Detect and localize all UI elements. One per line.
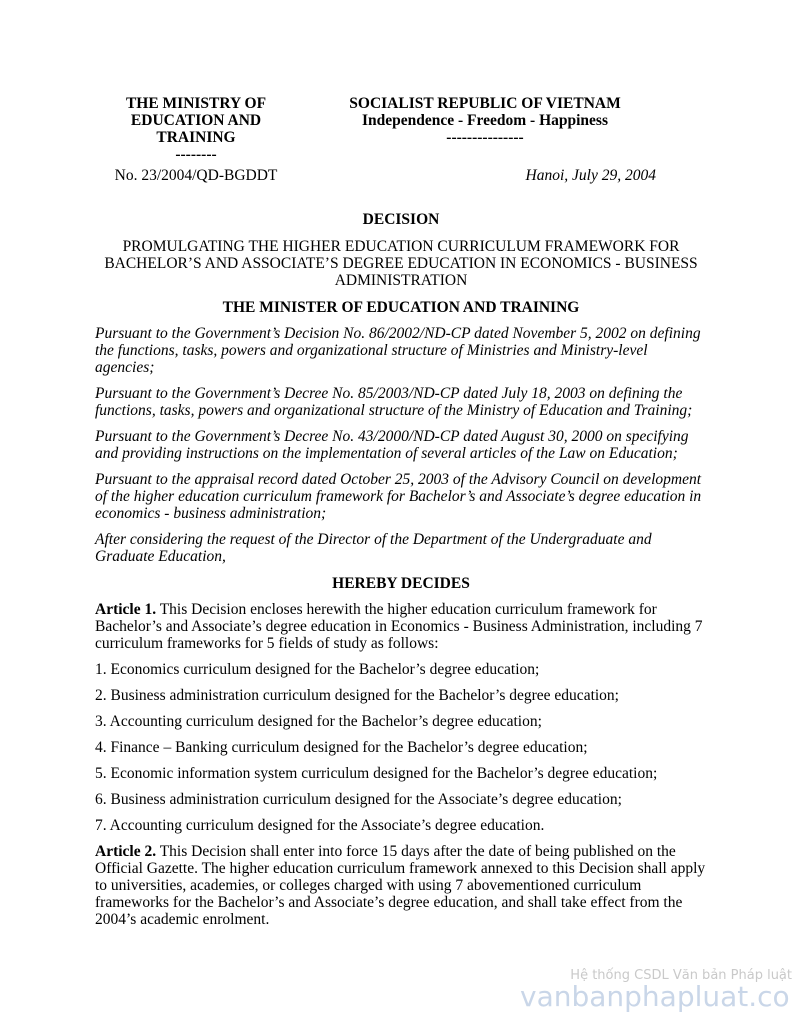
list-item: 4. Finance – Banking curriculum designed for the Bachelor’s degree education; [95,739,588,756]
legal-basis-item: After considering the request of the Director of the Department of the Undergraduate and Graduate Education, [95,531,652,565]
ministry-name-line: EDUCATION AND [130,112,262,129]
list-item: 7. Accounting curriculum designed for the Associate’s degree education. [95,817,545,834]
document-number: No. 23/2004/QD-BGDDT [114,167,278,184]
decision-title: DECISION [362,211,440,228]
state-name: SOCIALIST REPUBLIC OF VIETNAM [349,95,621,112]
state-motto: Independence - Freedom - Happiness [361,112,608,129]
list-item: 3. Accounting curriculum designed for the Bachelor’s degree education; [95,713,542,730]
ministry-name-line: THE MINISTRY OF [125,95,267,112]
legal-basis-item: Pursuant to the Government’s Decree No. 43/2000/ND-CP dated August 30, 2000 on specifying and providing instructions on the implementation of several articles of the Law on Education; [95,428,689,462]
ministry-header [96,95,296,163]
place-and-date: Hanoi, July 29, 2004 [525,167,656,184]
ministry-divider: -------- [175,146,217,163]
legal-basis-item: Pursuant to the Government’s Decree No. 85/2003/ND-CP dated July 18, 2003 on defining the functions, tasks, powers and organizational structure of the Ministry of Education and Training; [95,385,693,419]
article-1 [95,601,707,652]
article-1-label: Article 1. [95,601,157,618]
list-item: 1. Economics curriculum designed for the Bachelor’s degree education; [95,661,540,678]
legal-basis-item: Pursuant to the Government’s Decision No. 86/2002/ND-CP dated November 5, 2002 on defining the functions, tasks, powers and organizational structure of Ministries and Ministry-level agencies; [95,325,701,376]
article-2-text: This Decision shall enter into force 15 days after the date of being published on the Official Gazette. The higher education curriculum framework annexed to this Decision shall apply to universities, academies, or colleges charged with using 7 abovementioned curriculum frameworks for the Bachelor’s and Associate’s degree education, and shall take effect from the 2004’s academic enrolment. [95,843,706,928]
ministry-name-line: TRAINING [156,129,236,146]
legal-basis-item: Pursuant to the appraisal record dated October 25, 2003 of the Advisory Council on development of the higher education curriculum framework for Bachelor’s and Associate’s degree education in economics - business administration; [95,471,702,522]
document-body [95,211,707,937]
legal-bases [95,325,707,565]
issuing-authority: THE MINISTER OF EDUCATION AND TRAINING [222,299,580,316]
article-1-text: This Decision encloses herewith the higher education curriculum framework for Bachelor’s and Associate’s degree education in Economics - Business Administration, including 7 curriculum frameworks for 5 fields of study as follows: [95,601,703,652]
list-item: 5. Economic information system curriculum designed for the Bachelor’s degree education; [95,765,658,782]
article-2-label: Article 2. [95,843,157,860]
decision-subject: PROMULGATING THE HIGHER EDUCATION CURRICULUM FRAMEWORK FOR BACHELOR’S AND ASSOCIATE’S DEGREE EDUCATION IN ECONOMICS - BUSINESS ADMINISTRATION [104,238,698,289]
watermark-site: vanbanphapluat.co [520,980,790,1013]
hereby-decides-heading: HEREBY DECIDES [332,575,470,592]
state-header [330,95,640,146]
watermark-caption: Hệ thống CSDL Văn bản Pháp luật [570,968,792,983]
list-item: 6. Business administration curriculum designed for the Associate’s degree education; [95,791,622,808]
state-divider: --------------- [446,129,524,146]
list-item: 2. Business administration curriculum designed for the Bachelor’s degree education; [95,687,619,704]
article-2 [95,843,707,928]
